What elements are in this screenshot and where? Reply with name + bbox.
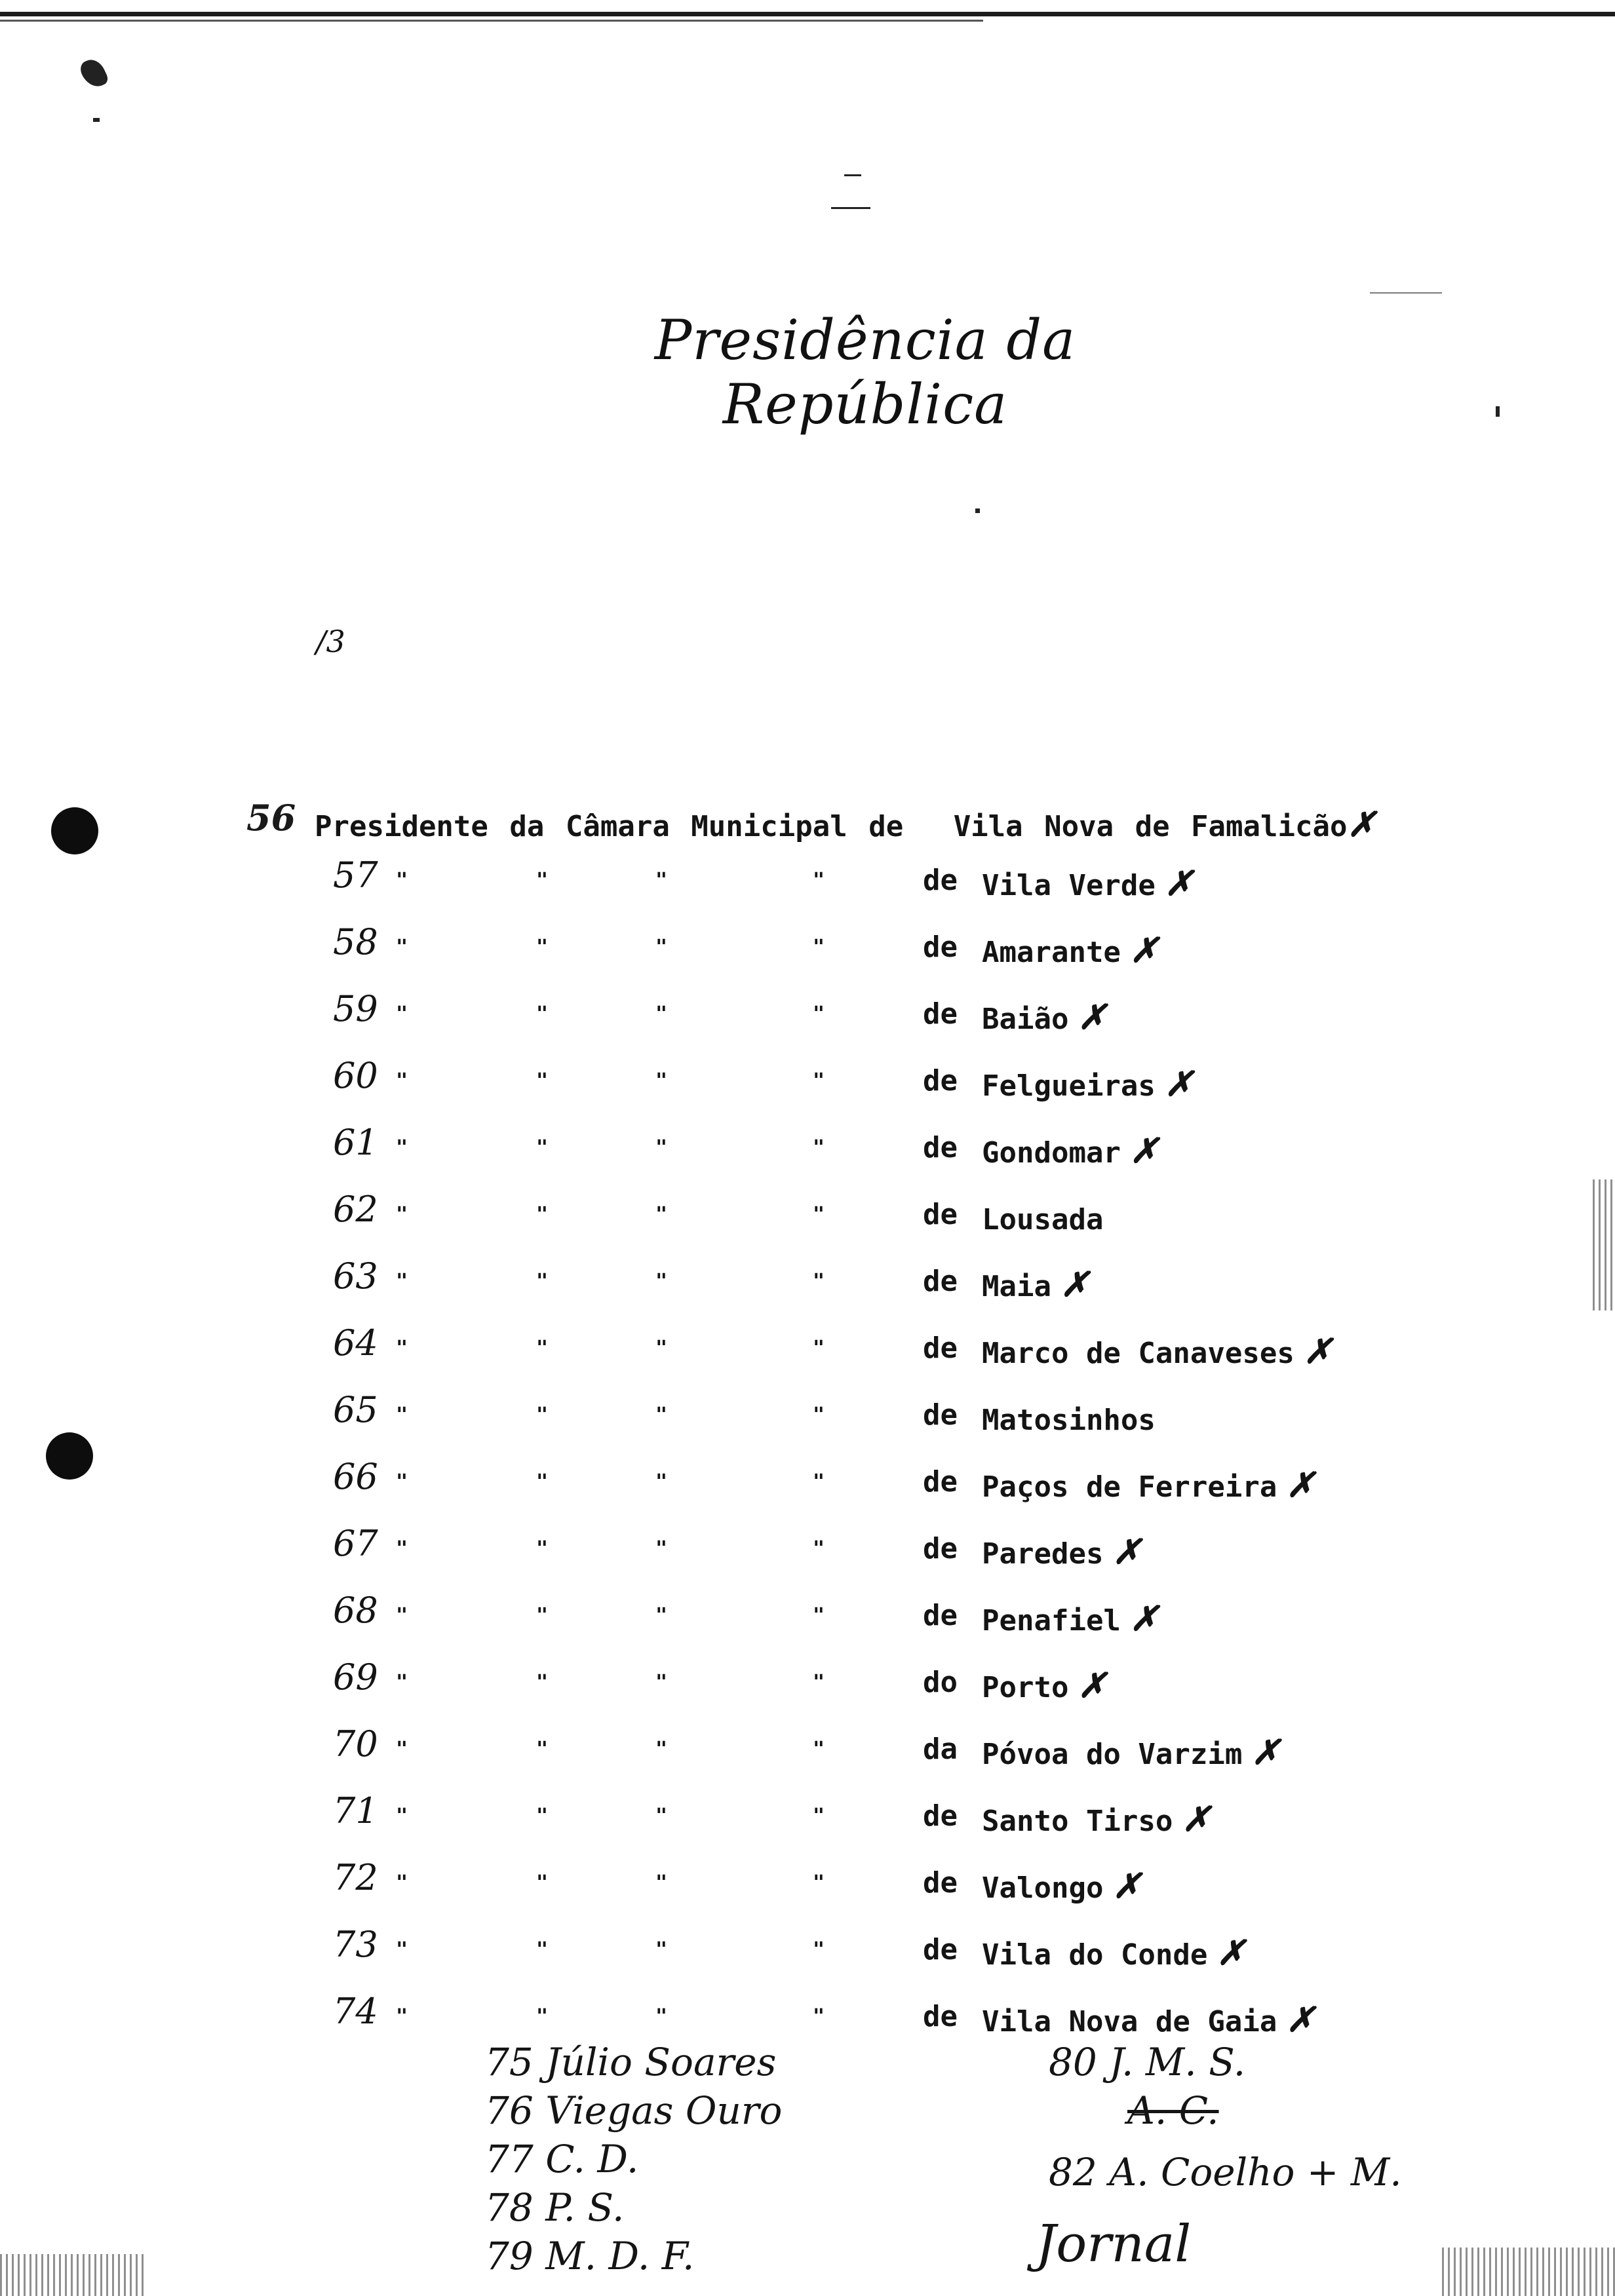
entry-preposition: de — [923, 1265, 958, 1298]
ditto-mark: " — [396, 1270, 408, 1293]
ink-speck — [975, 508, 980, 513]
entry-preposition: de — [923, 1131, 958, 1164]
check-mark: ✗ — [1060, 1265, 1089, 1305]
place-name: Paços de Ferreira — [982, 1470, 1277, 1504]
entry-preposition: de — [923, 1599, 958, 1632]
entry-number: 62 — [333, 1189, 378, 1230]
ditto-mark: " — [655, 1871, 668, 1894]
ditto-mark: " — [655, 936, 668, 959]
scan-edge-noise — [1442, 2248, 1615, 2296]
check-mark: ✗ — [1129, 930, 1159, 970]
ditto-mark: " — [655, 1671, 668, 1694]
ditto-mark: " — [655, 1337, 668, 1360]
entry-number: 61 — [333, 1122, 378, 1163]
table-row — [0, 921, 1615, 970]
ditto-mark: " — [396, 1805, 408, 1827]
ditto-mark: " — [813, 869, 825, 892]
ditto-mark: " — [396, 1537, 408, 1560]
ditto-mark: " — [396, 2005, 408, 2028]
entry-number: 72 — [333, 1857, 378, 1898]
ditto-mark: " — [536, 1671, 549, 1694]
check-mark: ✗ — [1251, 1732, 1280, 1772]
ditto-mark: " — [396, 936, 408, 959]
check-mark: ✗ — [1078, 1666, 1107, 1706]
ditto-mark: " — [813, 1203, 825, 1226]
table-row — [0, 854, 1615, 904]
entry-preposition: de — [923, 997, 958, 1031]
place-name: Vila do Conde — [982, 1938, 1208, 1972]
note-line: 77 C. D. — [485, 2137, 639, 2181]
ditto-mark: " — [536, 1470, 549, 1493]
check-mark: ✗ — [1216, 1933, 1245, 1973]
entry-number: 68 — [333, 1590, 378, 1631]
place-name: Penafiel — [982, 1604, 1121, 1637]
entry-place — [982, 1064, 1193, 1104]
ditto-mark: " — [813, 1404, 825, 1426]
ditto-mark: " — [396, 1203, 408, 1226]
ditto-mark: " — [396, 1738, 408, 1761]
ink-speck — [831, 207, 870, 209]
ditto-mark: " — [396, 1871, 408, 1894]
table-row — [0, 1189, 1615, 1237]
ditto-mark: " — [813, 1537, 825, 1560]
ditto-mark: " — [655, 2005, 668, 2028]
entry-place — [982, 1465, 1315, 1505]
entry-number: 67 — [333, 1523, 378, 1564]
heading-place: Vila Nova de Famalicão — [953, 810, 1348, 843]
entry-number: 58 — [333, 921, 378, 963]
note-line: 80 J. M. S. — [1049, 2040, 1246, 2084]
ditto-mark: " — [396, 1003, 408, 1025]
ditto-mark: " — [813, 2005, 825, 2028]
place-name: Vila Verde — [982, 869, 1156, 902]
ditto-mark: " — [655, 1604, 668, 1627]
ditto-mark: " — [536, 1604, 549, 1627]
table-row — [0, 1055, 1615, 1104]
ditto-mark: " — [813, 1003, 825, 1025]
entry-preposition: de — [923, 1933, 958, 1966]
top-rule-thin — [0, 20, 983, 22]
entry-place — [982, 1331, 1332, 1371]
ditto-mark: " — [813, 1938, 825, 1961]
note-line: 82 A. Coelho + M. — [1049, 2150, 1402, 2194]
note-line: 79 M. D. F. — [485, 2234, 695, 2278]
entry-preposition: de — [923, 1398, 958, 1432]
entry-place — [982, 1933, 1245, 1973]
check-mark: ✗ — [1182, 1799, 1211, 1839]
ditto-mark: " — [536, 1537, 549, 1560]
ditto-mark: " — [655, 1136, 668, 1159]
ditto-mark: " — [655, 1738, 668, 1761]
entry-place — [982, 864, 1193, 904]
check-mark: ✗ — [1129, 1131, 1159, 1171]
entry-number: 59 — [333, 988, 378, 1029]
ditto-mark: " — [536, 1871, 549, 1894]
entry-number: 60 — [333, 1055, 378, 1096]
entry-preposition: de — [923, 1532, 958, 1565]
place-name: Marco de Canaveses — [982, 1337, 1294, 1370]
ditto-mark: " — [396, 1136, 408, 1159]
ditto-mark: " — [396, 1404, 408, 1426]
handwritten-notes-right — [1049, 2038, 1402, 2196]
ditto-mark: " — [536, 1938, 549, 1961]
table-row — [0, 1924, 1615, 1973]
ditto-mark: " — [655, 1404, 668, 1426]
entry-preposition: do — [923, 1666, 958, 1699]
entry-number: 66 — [333, 1456, 378, 1497]
note-line: 78 P. S. — [485, 2185, 625, 2230]
entry-number: 73 — [333, 1924, 378, 1965]
table-row — [0, 1790, 1615, 1839]
table-row — [0, 1389, 1615, 1438]
entry-number: 70 — [333, 1723, 378, 1765]
top-rule — [0, 12, 1615, 16]
entry-preposition: de — [923, 1064, 958, 1098]
ditto-mark: " — [655, 1537, 668, 1560]
entry-preposition: de — [923, 864, 958, 897]
table-row — [0, 1857, 1615, 1906]
ditto-mark: " — [655, 1270, 668, 1293]
place-name: Vila Nova de Gaia — [982, 2005, 1277, 2038]
ditto-mark: " — [396, 1470, 408, 1493]
ditto-mark: " — [536, 1136, 549, 1159]
table-row — [0, 1456, 1615, 1505]
entry-place — [982, 1131, 1159, 1171]
ditto-mark: " — [813, 1270, 825, 1293]
signature: Jornal — [1036, 2215, 1192, 2274]
entry-place — [982, 1866, 1141, 1906]
ink-speck — [93, 118, 100, 122]
ditto-mark: " — [536, 1738, 549, 1761]
ditto-mark: " — [813, 1069, 825, 1092]
check-mark: ✗ — [1164, 864, 1194, 904]
ditto-mark: " — [536, 2005, 549, 2028]
entry-number: 71 — [333, 1790, 378, 1831]
page-reference: /3 — [316, 624, 345, 659]
entry-place — [982, 1398, 1165, 1438]
ditto-mark: " — [536, 1069, 549, 1092]
table-row — [0, 1122, 1615, 1171]
table-row — [0, 1322, 1615, 1371]
entry-place — [982, 997, 1106, 1037]
check-mark: ✗ — [1112, 1532, 1142, 1572]
ditto-mark: " — [396, 1604, 408, 1627]
entry-number: 74 — [333, 1991, 378, 2032]
place-name: Santo Tirso — [982, 1805, 1173, 1838]
entry-preposition: de — [923, 2000, 958, 2033]
entry-place — [982, 1198, 1112, 1238]
entry-number: 64 — [333, 1322, 378, 1364]
ditto-mark: " — [536, 1404, 549, 1426]
check-mark: ✗ — [1112, 1866, 1142, 1906]
ditto-mark: " — [813, 1805, 825, 1827]
entry-preposition: de — [923, 1198, 958, 1231]
ditto-mark: " — [655, 1805, 668, 1827]
ditto-mark: " — [813, 1871, 825, 1894]
table-row — [0, 1523, 1615, 1572]
entry-number: 56 — [246, 797, 296, 839]
check-mark: ✗ — [1286, 1465, 1315, 1505]
table-row — [0, 1656, 1615, 1706]
place-name: Matosinhos — [982, 1404, 1156, 1437]
ditto-mark: " — [813, 1671, 825, 1694]
ink-speck — [1496, 406, 1500, 417]
check-mark: ✗ — [1286, 2000, 1315, 2040]
scan-edge-noise — [0, 2254, 144, 2296]
entry-place — [982, 1599, 1159, 1639]
ditto-mark: " — [536, 936, 549, 959]
entry-preposition: da — [923, 1732, 958, 1766]
ditto-mark: " — [396, 1069, 408, 1092]
ditto-mark: " — [536, 1337, 549, 1360]
ditto-mark: " — [536, 1270, 549, 1293]
ink-mark — [77, 56, 109, 91]
ink-speck — [1370, 292, 1442, 294]
entry-place — [982, 2000, 1315, 2040]
place-name: Porto — [982, 1671, 1069, 1704]
place-name: Gondomar — [982, 1136, 1121, 1170]
entry-preposition: de — [923, 1866, 958, 1900]
entry-number: 69 — [333, 1656, 378, 1698]
entry-place — [982, 1799, 1211, 1839]
ditto-mark: " — [655, 1069, 668, 1092]
ditto-mark: " — [813, 1738, 825, 1761]
handwritten-notes-left — [485, 2038, 782, 2280]
entry-place — [982, 930, 1159, 970]
ditto-mark: " — [396, 1938, 408, 1961]
ink-speck — [844, 174, 861, 176]
ditto-mark: " — [655, 1003, 668, 1025]
heading-text: Presidente da Câmara Municipal de — [315, 810, 904, 843]
ditto-mark: " — [536, 1203, 549, 1226]
entry-number: 57 — [333, 854, 378, 896]
entry-place — [982, 1732, 1280, 1772]
ditto-mark: " — [536, 1003, 549, 1025]
place-name: Baião — [982, 1003, 1069, 1036]
table-row — [0, 1590, 1615, 1639]
check-mark: ✗ — [1129, 1599, 1159, 1639]
ditto-mark: " — [813, 1470, 825, 1493]
ditto-mark: " — [655, 1938, 668, 1961]
entry-number: 63 — [333, 1255, 378, 1297]
heading-line — [246, 797, 1376, 845]
ditto-mark: " — [655, 1203, 668, 1226]
ditto-mark: " — [655, 1470, 668, 1493]
check-mark: ✗ — [1347, 805, 1376, 845]
entry-number: 65 — [333, 1389, 378, 1430]
ditto-mark: " — [396, 1337, 408, 1360]
entry-preposition: de — [923, 1331, 958, 1365]
note-line: 76 Viegas Ouro — [485, 2088, 783, 2133]
place-name: Paredes — [982, 1537, 1104, 1571]
ditto-mark: " — [813, 1337, 825, 1360]
ditto-mark: " — [396, 869, 408, 892]
place-name: Lousada — [982, 1203, 1104, 1236]
place-name: Felgueiras — [982, 1069, 1156, 1103]
entry-place — [982, 1265, 1089, 1305]
check-mark: ✗ — [1303, 1331, 1333, 1371]
ditto-mark: " — [536, 1805, 549, 1827]
letterhead-title: Presidência da República — [654, 308, 1076, 436]
note-line-struck: A. C. — [1127, 2088, 1219, 2133]
table-row — [0, 988, 1615, 1037]
ditto-mark: " — [655, 869, 668, 892]
ditto-mark: " — [813, 936, 825, 959]
place-name: Maia — [982, 1270, 1051, 1303]
entry-place — [982, 1666, 1106, 1706]
table-row — [0, 1255, 1615, 1305]
entry-preposition: de — [923, 930, 958, 964]
place-name: Póvoa do Varzim — [982, 1738, 1243, 1771]
entry-preposition: de — [923, 1465, 958, 1499]
entry-preposition: de — [923, 1799, 958, 1833]
ditto-mark: " — [396, 1671, 408, 1694]
ditto-mark: " — [536, 869, 549, 892]
ditto-mark: " — [813, 1136, 825, 1159]
place-name: Valongo — [982, 1871, 1104, 1905]
ditto-mark: " — [813, 1604, 825, 1627]
note-line: 75 Júlio Soares — [485, 2040, 777, 2084]
place-name: Amarante — [982, 936, 1121, 969]
check-mark: ✗ — [1078, 997, 1107, 1037]
table-row — [0, 1723, 1615, 1772]
entry-place — [982, 1532, 1141, 1572]
check-mark: ✗ — [1164, 1064, 1194, 1104]
table-row — [0, 1991, 1615, 2040]
punch-hole-top — [51, 807, 98, 854]
